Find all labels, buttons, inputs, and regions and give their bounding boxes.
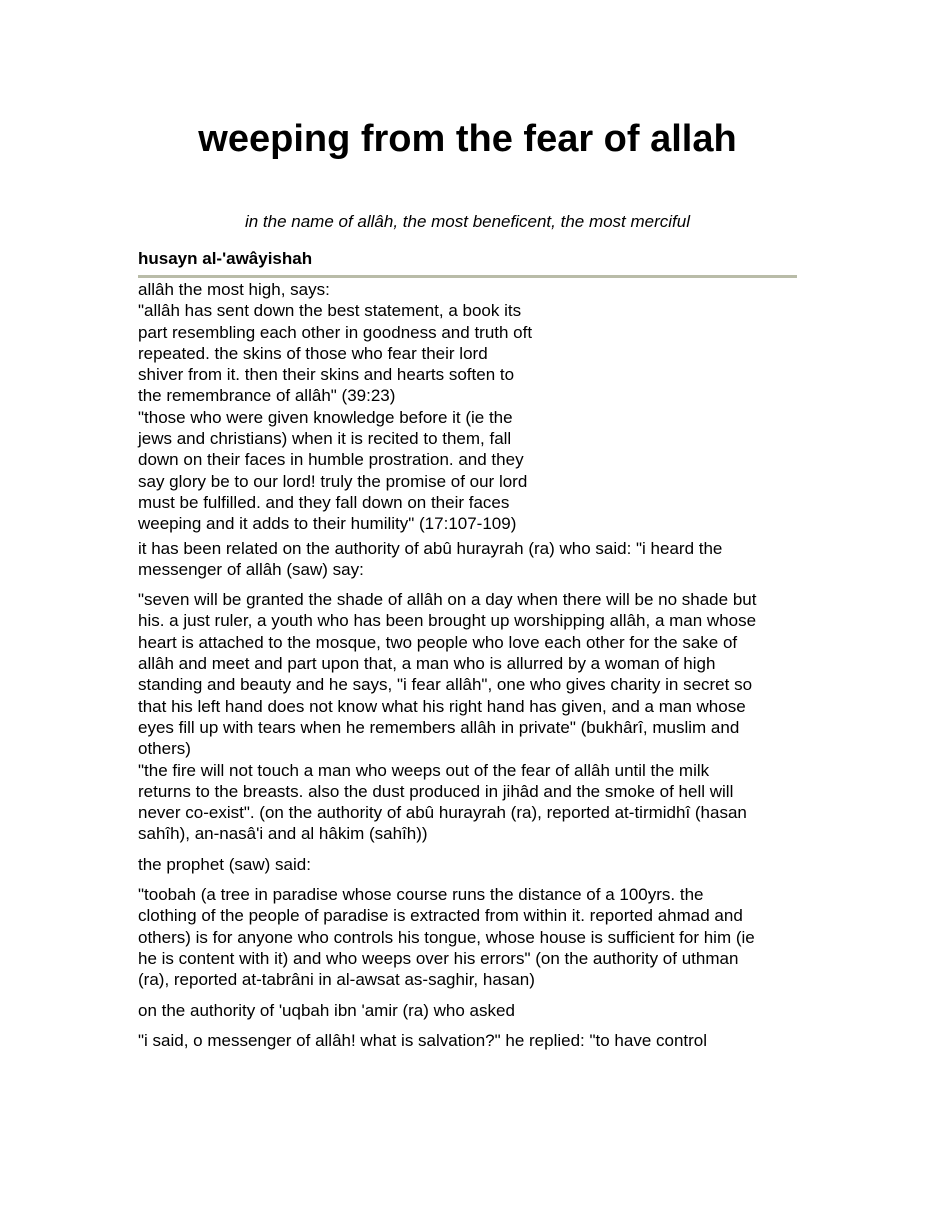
intro-paragraph: allâh the most high, says: bbox=[138, 280, 330, 299]
hadith-salvation: "i said, o messenger of allâh! what is salvation?" he replied: "to have control bbox=[138, 1030, 708, 1050]
header-divider bbox=[138, 275, 797, 278]
author-name: husayn al-'awâyishah bbox=[138, 249, 313, 268]
hadith-seven-shade: "seven will be granted the shade of allâh on a day when there will be no shade but his. a just ruler, a youth who has been brought up worshipping allâh, a man whose heart is attached to the mosque, two people who love each other for the sake of allâh and meet and part upon that, a man who is allurred by a woman of high standing and beauty and he says, "i fear allâh", one who gives charity in secret so that his left hand does not know what his right hand has given, and a man whose eyes fill up with tears when he remembers allâh in private" (bukhârî, muslim and others) bbox=[138, 590, 757, 759]
article-body bbox=[138, 279, 800, 1051]
hadith-fire-weeping: "the fire will not touch a man who weeps out of the fear of allâh until the milk returns to the breasts. also the dust produced in jihâd and the smoke of hell will never co-exist". (on the authority of abû hurayrah (ra), reported at-tirmidhî (hasan sahîh), an-nasâ'i and al hâkim (sahîh)) bbox=[138, 760, 747, 844]
bismillah-subtitle: in the name of allâh, the most beneficent, the most merciful bbox=[244, 212, 691, 231]
prophet-said-paragraph: the prophet (saw) said: bbox=[138, 854, 311, 874]
page-title: weeping from the fear of allah bbox=[198, 118, 737, 160]
uqbah-intro: on the authority of 'uqbah ibn 'amir (ra) who asked bbox=[138, 1000, 515, 1020]
quran-verse-39-23: "allâh has sent down the best statement, a book its part resembling each other in goodness and truth oft repeated. the skins of those who fear their lord shiver from it. then their skins and hearts soften to the remembrance of allâh" (39:23) bbox=[138, 301, 533, 406]
hadith-toobah: "toobah (a tree in paradise whose course runs the distance of a 100yrs. the clothing of the people of paradise is extracted from within it. reported ahmad and others) is for anyone who controls his tongue, whose house is sufficient for him (ie he is content with it) and who weeps over his errors" (on the authority of uthman (ra), reported at-tabrâni in al-awsat as-saghir, hasan) bbox=[138, 885, 755, 990]
narration-intro: it has been related on the authority of abû hurayrah (ra) who said: "i heard the messenger of allâh (saw) say: bbox=[138, 538, 723, 579]
quran-verse-17-107: "those who were given knowledge before it (ie the jews and christians) when it is recited to them, fall down on their faces in humble prostration. and they say glory be to our lord! truly the promise of our lord must be fulfilled. and they fall down on their faces weeping and it adds to their humility" (17:107-109) bbox=[138, 407, 528, 534]
